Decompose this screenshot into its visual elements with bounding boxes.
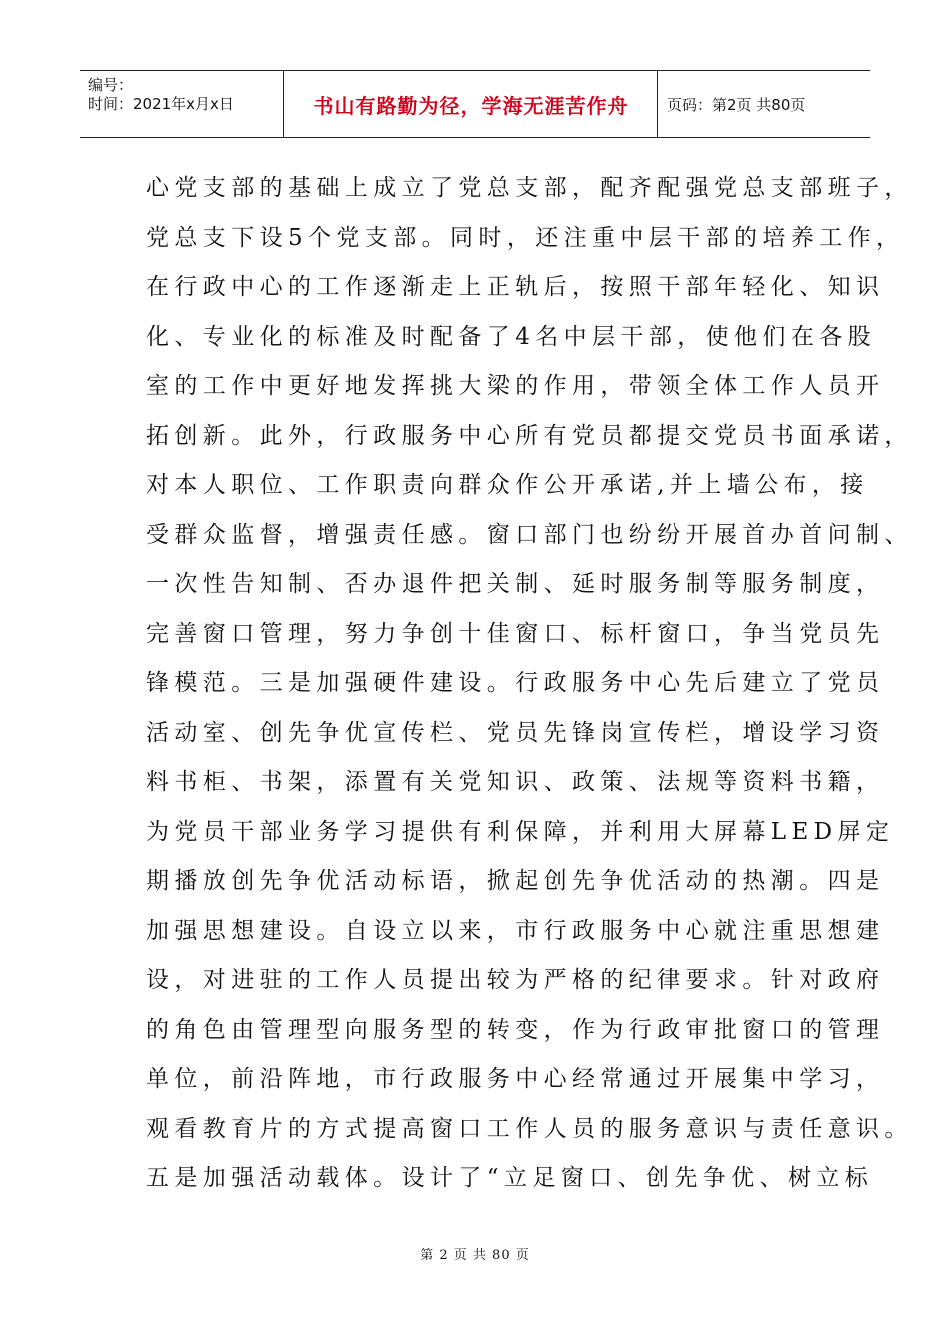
document-date: 时间：2021年x月x日 [88, 95, 234, 113]
header-motto-cell [285, 71, 658, 137]
body-line: 料书柜、书架，添置有关党知识、政策、法规等资料书籍， [146, 769, 885, 795]
body-text [146, 164, 913, 1204]
body-line: 活动室、创先争优宣传栏、党员先锋岗宣传栏，增设学习资 [146, 719, 885, 746]
header-left-cell [80, 71, 284, 137]
body-line: 拓创新。此外，行政服务中心所有党员都提交党员书面承诺， [146, 422, 913, 449]
body-line: 一次性告知制、否办退件把关制、延时服务制等服务制度， [146, 571, 885, 597]
body-line: 期播放创先争优活动标语，掀起创先争优活动的热潮。四是 [146, 868, 885, 894]
body-line: 党总支下设5个党支部。同时，还注重中层干部的培养工作， [146, 224, 905, 251]
body-line: 单位，前沿阵地，市行政服务中心经常通过开展集中学习， [146, 1066, 885, 1092]
body-line: 室的工作中更好地发挥挑大梁的作用，带领全体工作人员开 [146, 373, 885, 399]
body-line: 对本人职位、工作职责向群众作公开承诺,并上墙公布，接 [146, 472, 869, 498]
body-line: 的角色由管理型向服务型的转变，作为行政审批窗口的管理 [146, 1016, 885, 1043]
header-motto: 书山有路勤为径，学海无涯苦作舟 [313, 93, 629, 118]
page-footer: 第 2 页 共 80 页 [420, 1248, 530, 1263]
body-line: 为党员干部业务学习提供有利保障，并利用大屏幕LED屏定 [146, 818, 895, 845]
body-line: 在行政中心的工作逐渐走上正轨后，按照干部年轻化、知识 [146, 274, 885, 300]
document-number-label: 编号： [88, 76, 134, 94]
body-line: 完善窗口管理，努力争创十佳窗口、标杆窗口，争当党员先 [146, 620, 885, 647]
body-line: 锋模范。三是加强硬件建设。行政服务中心先后建立了党员 [146, 670, 885, 696]
body-line: 加强思想建设。自设立以来，市行政服务中心就注重思想建 [146, 917, 885, 944]
body-line: 受群众监督，增强责任感。窗口部门也纷纷开展首办首问制、 [146, 521, 913, 548]
body-line: 心党支部的基础上成立了党总支部，配齐配强党总支部班子， [146, 175, 913, 201]
body-line: 观看教育片的方式提高窗口工作人员的服务意识与责任意识。 [146, 1115, 913, 1142]
body-line: 化、专业化的标准及时配备了4名中层干部，使他们在各股 [146, 323, 877, 350]
body-line: 五是加强活动载体。设计了“立足窗口、创先争优、树立标 [146, 1165, 874, 1191]
body-line: 设，对进驻的工作人员提出较为严格的纪律要求。针对政府 [146, 967, 885, 993]
header-page-cell [659, 71, 870, 137]
header-page-code: 页码：第2页 共80页 [667, 95, 806, 114]
document-header [80, 70, 870, 138]
